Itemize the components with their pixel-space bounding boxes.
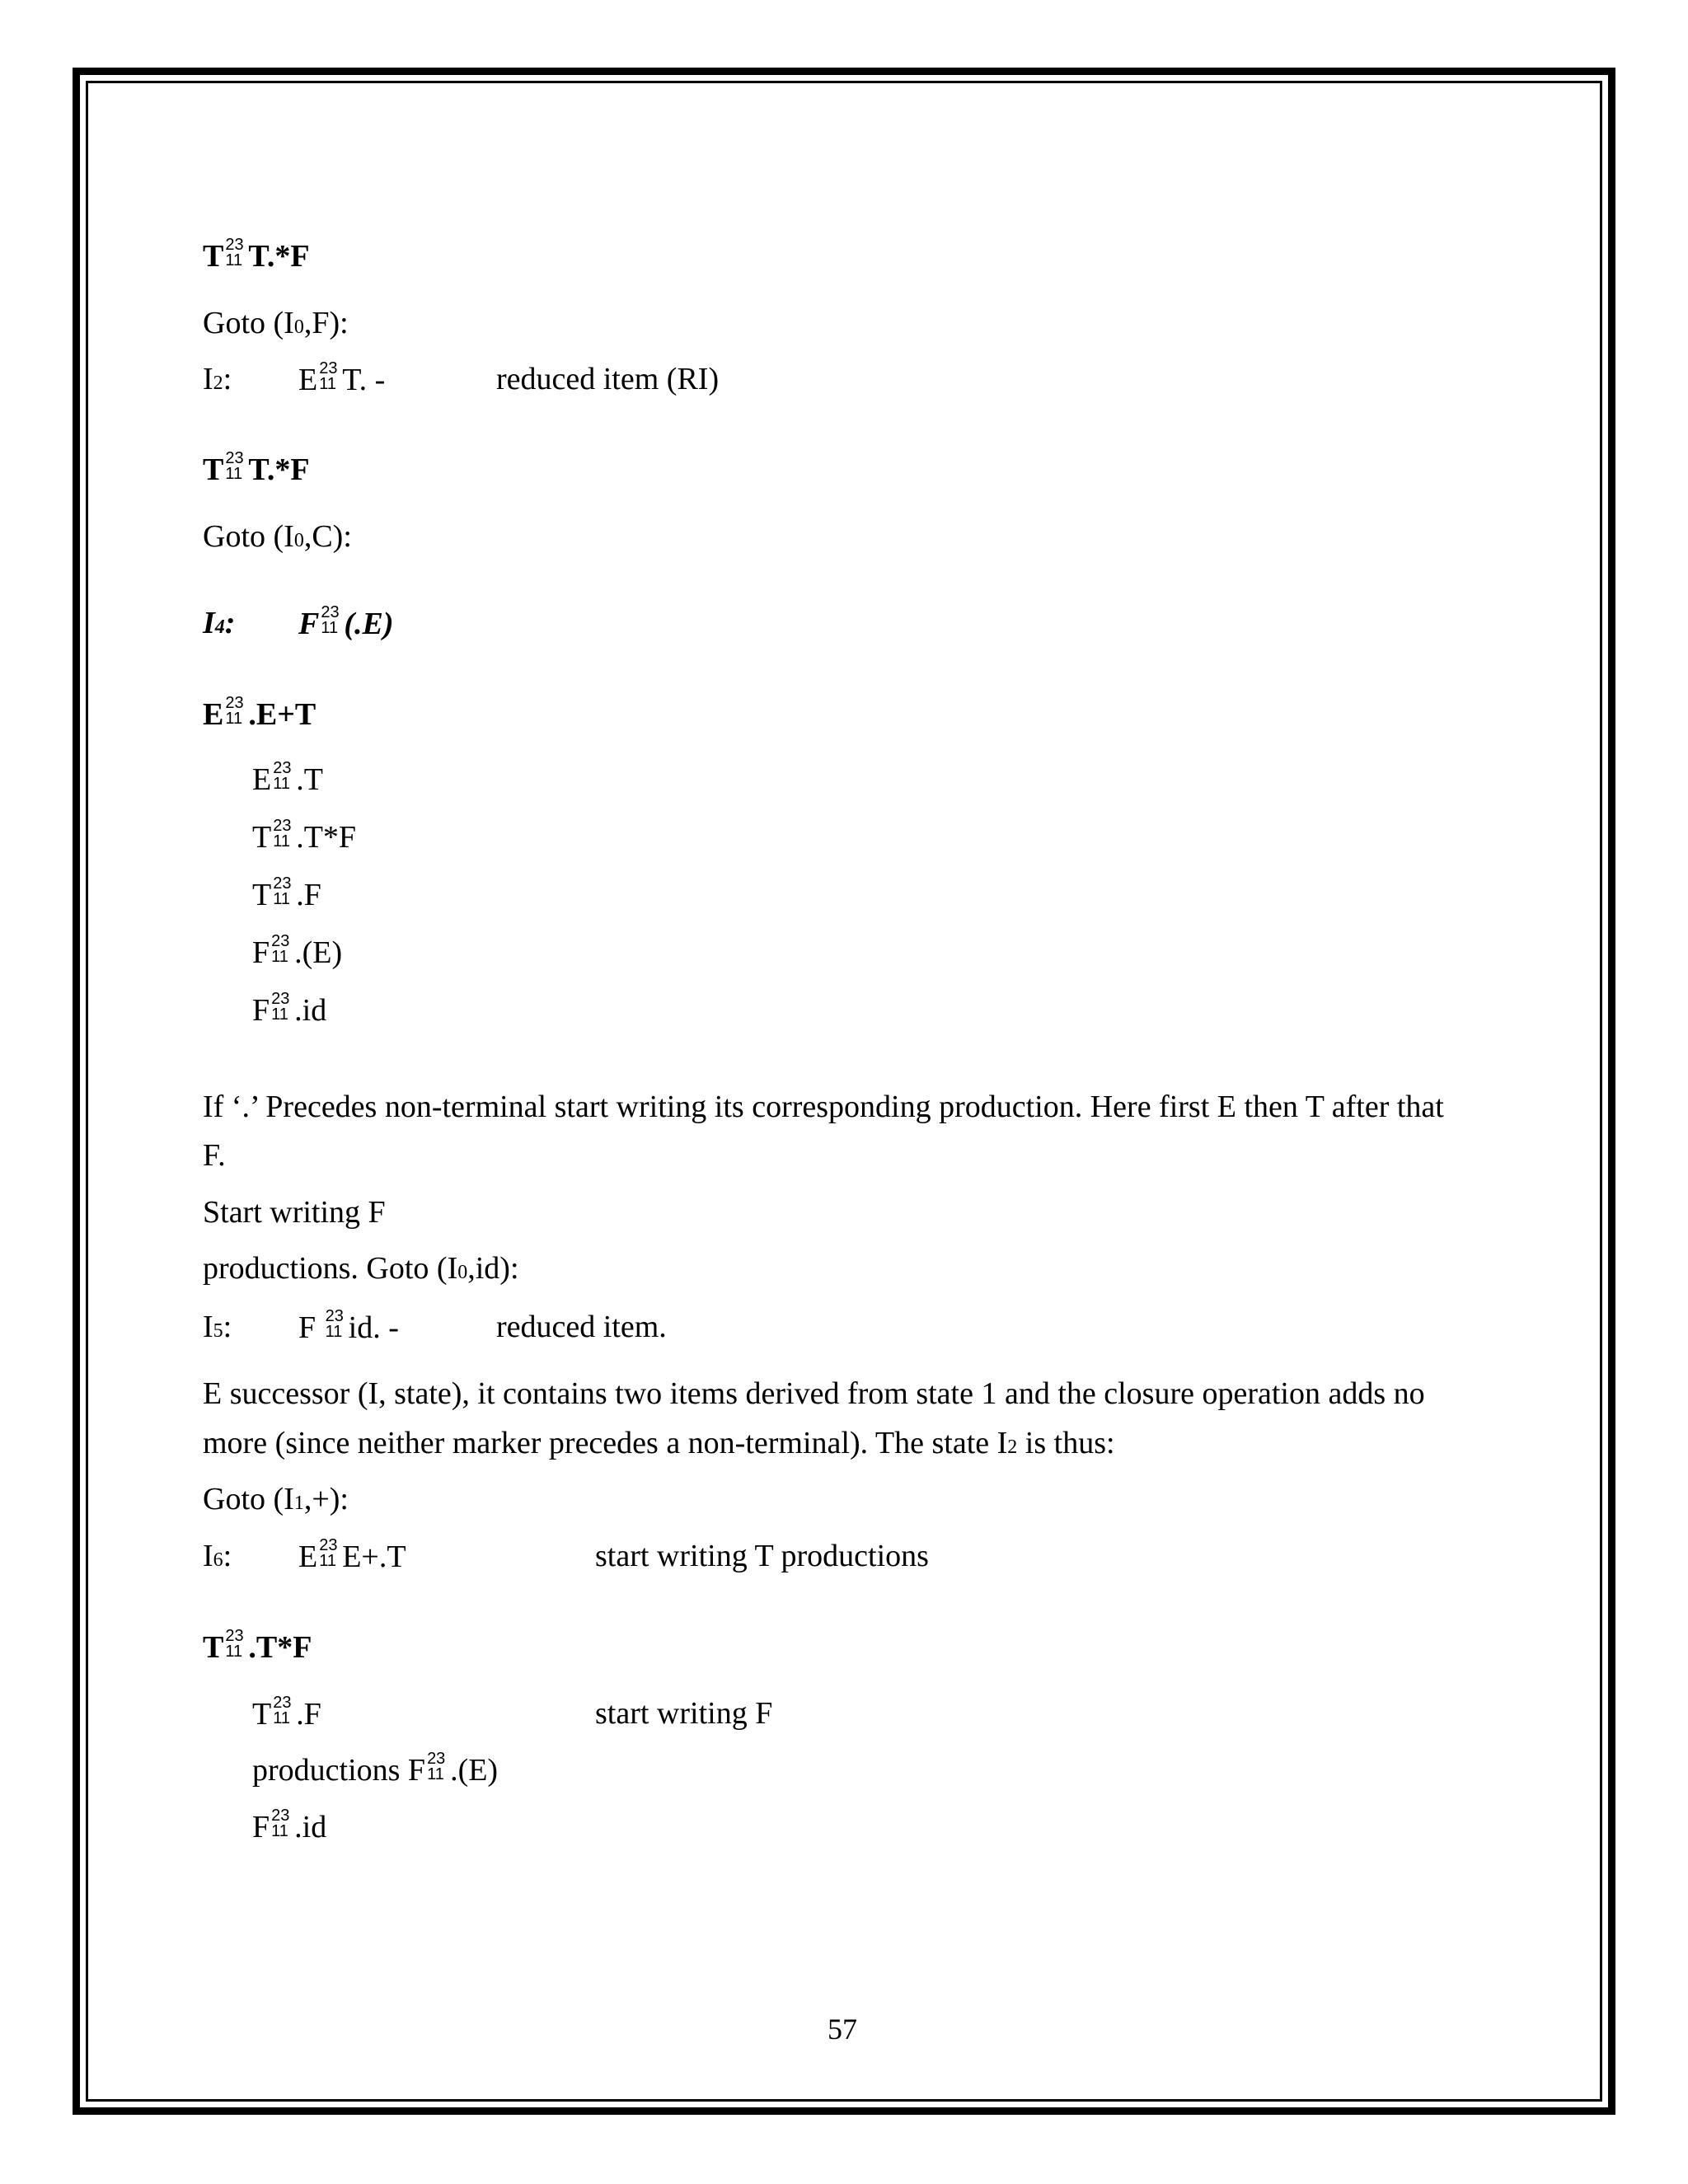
closure-item: F 23 11 .(E) <box>252 932 343 970</box>
paragraph-line: If ‘.’ Precedes non-terminal start writing its corresponding production. Here first E then T after that <box>203 1090 1444 1124</box>
item-heading: T 23 11 T.*F <box>203 449 310 487</box>
closure-item: productions F 23 11 .(E) <box>252 1750 499 1788</box>
arrow-symbol: 23 11 <box>225 236 244 269</box>
arrow-symbol: 23 11 <box>321 603 340 637</box>
goto-line <box>203 304 349 346</box>
goto-line: Goto (I0,C): <box>203 519 352 554</box>
state-label: I2: <box>203 362 232 396</box>
arrow-symbol: 23 11 <box>273 1694 292 1727</box>
arrow-symbol: 23 11 <box>271 932 290 966</box>
arrow-symbol: 23 11 <box>427 1750 446 1783</box>
state-item: E 23 11 E+.T <box>298 1536 406 1574</box>
arrow-symbol: 23 11 <box>273 874 292 908</box>
paragraph-line: more (since neither marker precedes a non-terminal). The state I2 is thus: <box>203 1426 1115 1460</box>
arrow-symbol: 23 11 <box>225 449 244 483</box>
goto-text-end: ,F): <box>303 306 349 340</box>
arrow-symbol: 23 11 <box>271 1807 290 1840</box>
arrow-symbol: 23 11 <box>273 817 292 851</box>
arrow-symbol: 23 11 <box>325 1307 344 1341</box>
arrow-symbol: 23 11 <box>225 694 244 728</box>
paragraph-line: E successor (I, state), it contains two items derived from state 1 and the closure operation adds no <box>203 1376 1425 1411</box>
closure-item: T 23 11 .F <box>252 874 321 912</box>
closure-item: F 23 11 .id <box>252 1807 327 1844</box>
item-note: start writing T productions <box>595 1539 929 1573</box>
arrow-symbol: 23 11 <box>319 359 338 393</box>
goto-subscript: 0 <box>293 316 304 338</box>
arrow-symbol: 23 11 <box>271 990 290 1024</box>
state-label: I6: <box>203 1539 232 1573</box>
state-label: I4: <box>203 606 236 640</box>
state-item: F 23 11 id. - <box>298 1307 399 1345</box>
item-heading: E 23 11 .E+T <box>203 694 316 732</box>
state-item: F 23 11 (.E) <box>298 603 394 641</box>
goto-line: productions. Goto (I0,id): <box>203 1251 519 1286</box>
state-label: I5: <box>203 1310 232 1344</box>
item-heading: T 23 11 .T*F <box>203 1627 312 1665</box>
arrow-symbol: 23 11 <box>273 759 292 793</box>
closure-item: T 23 11 .F <box>252 1694 321 1732</box>
goto-text: Goto (I <box>203 306 294 340</box>
paragraph-line: F. <box>203 1138 226 1173</box>
item-note: reduced item. <box>496 1310 667 1344</box>
item-heading <box>203 237 310 275</box>
item-rhs: T.*F <box>248 239 310 274</box>
item-note: reduced item (RI) <box>496 362 720 396</box>
arrow-symbol: 23 11 <box>319 1536 338 1570</box>
paragraph-line: Start writing F <box>203 1195 386 1230</box>
closure-item: E 23 11 .T <box>252 759 323 797</box>
item-lhs: T <box>203 239 224 274</box>
state-item: E 23 11 T. - <box>298 359 386 397</box>
item-note: start writing F <box>595 1696 773 1731</box>
page-number: 57 <box>828 2013 857 2046</box>
arrow-symbol: 23 11 <box>225 1627 244 1661</box>
goto-line: Goto (I1,+): <box>203 1482 349 1516</box>
closure-item: F 23 11 .id <box>252 990 327 1028</box>
closure-item: T 23 11 .T*F <box>252 817 357 855</box>
